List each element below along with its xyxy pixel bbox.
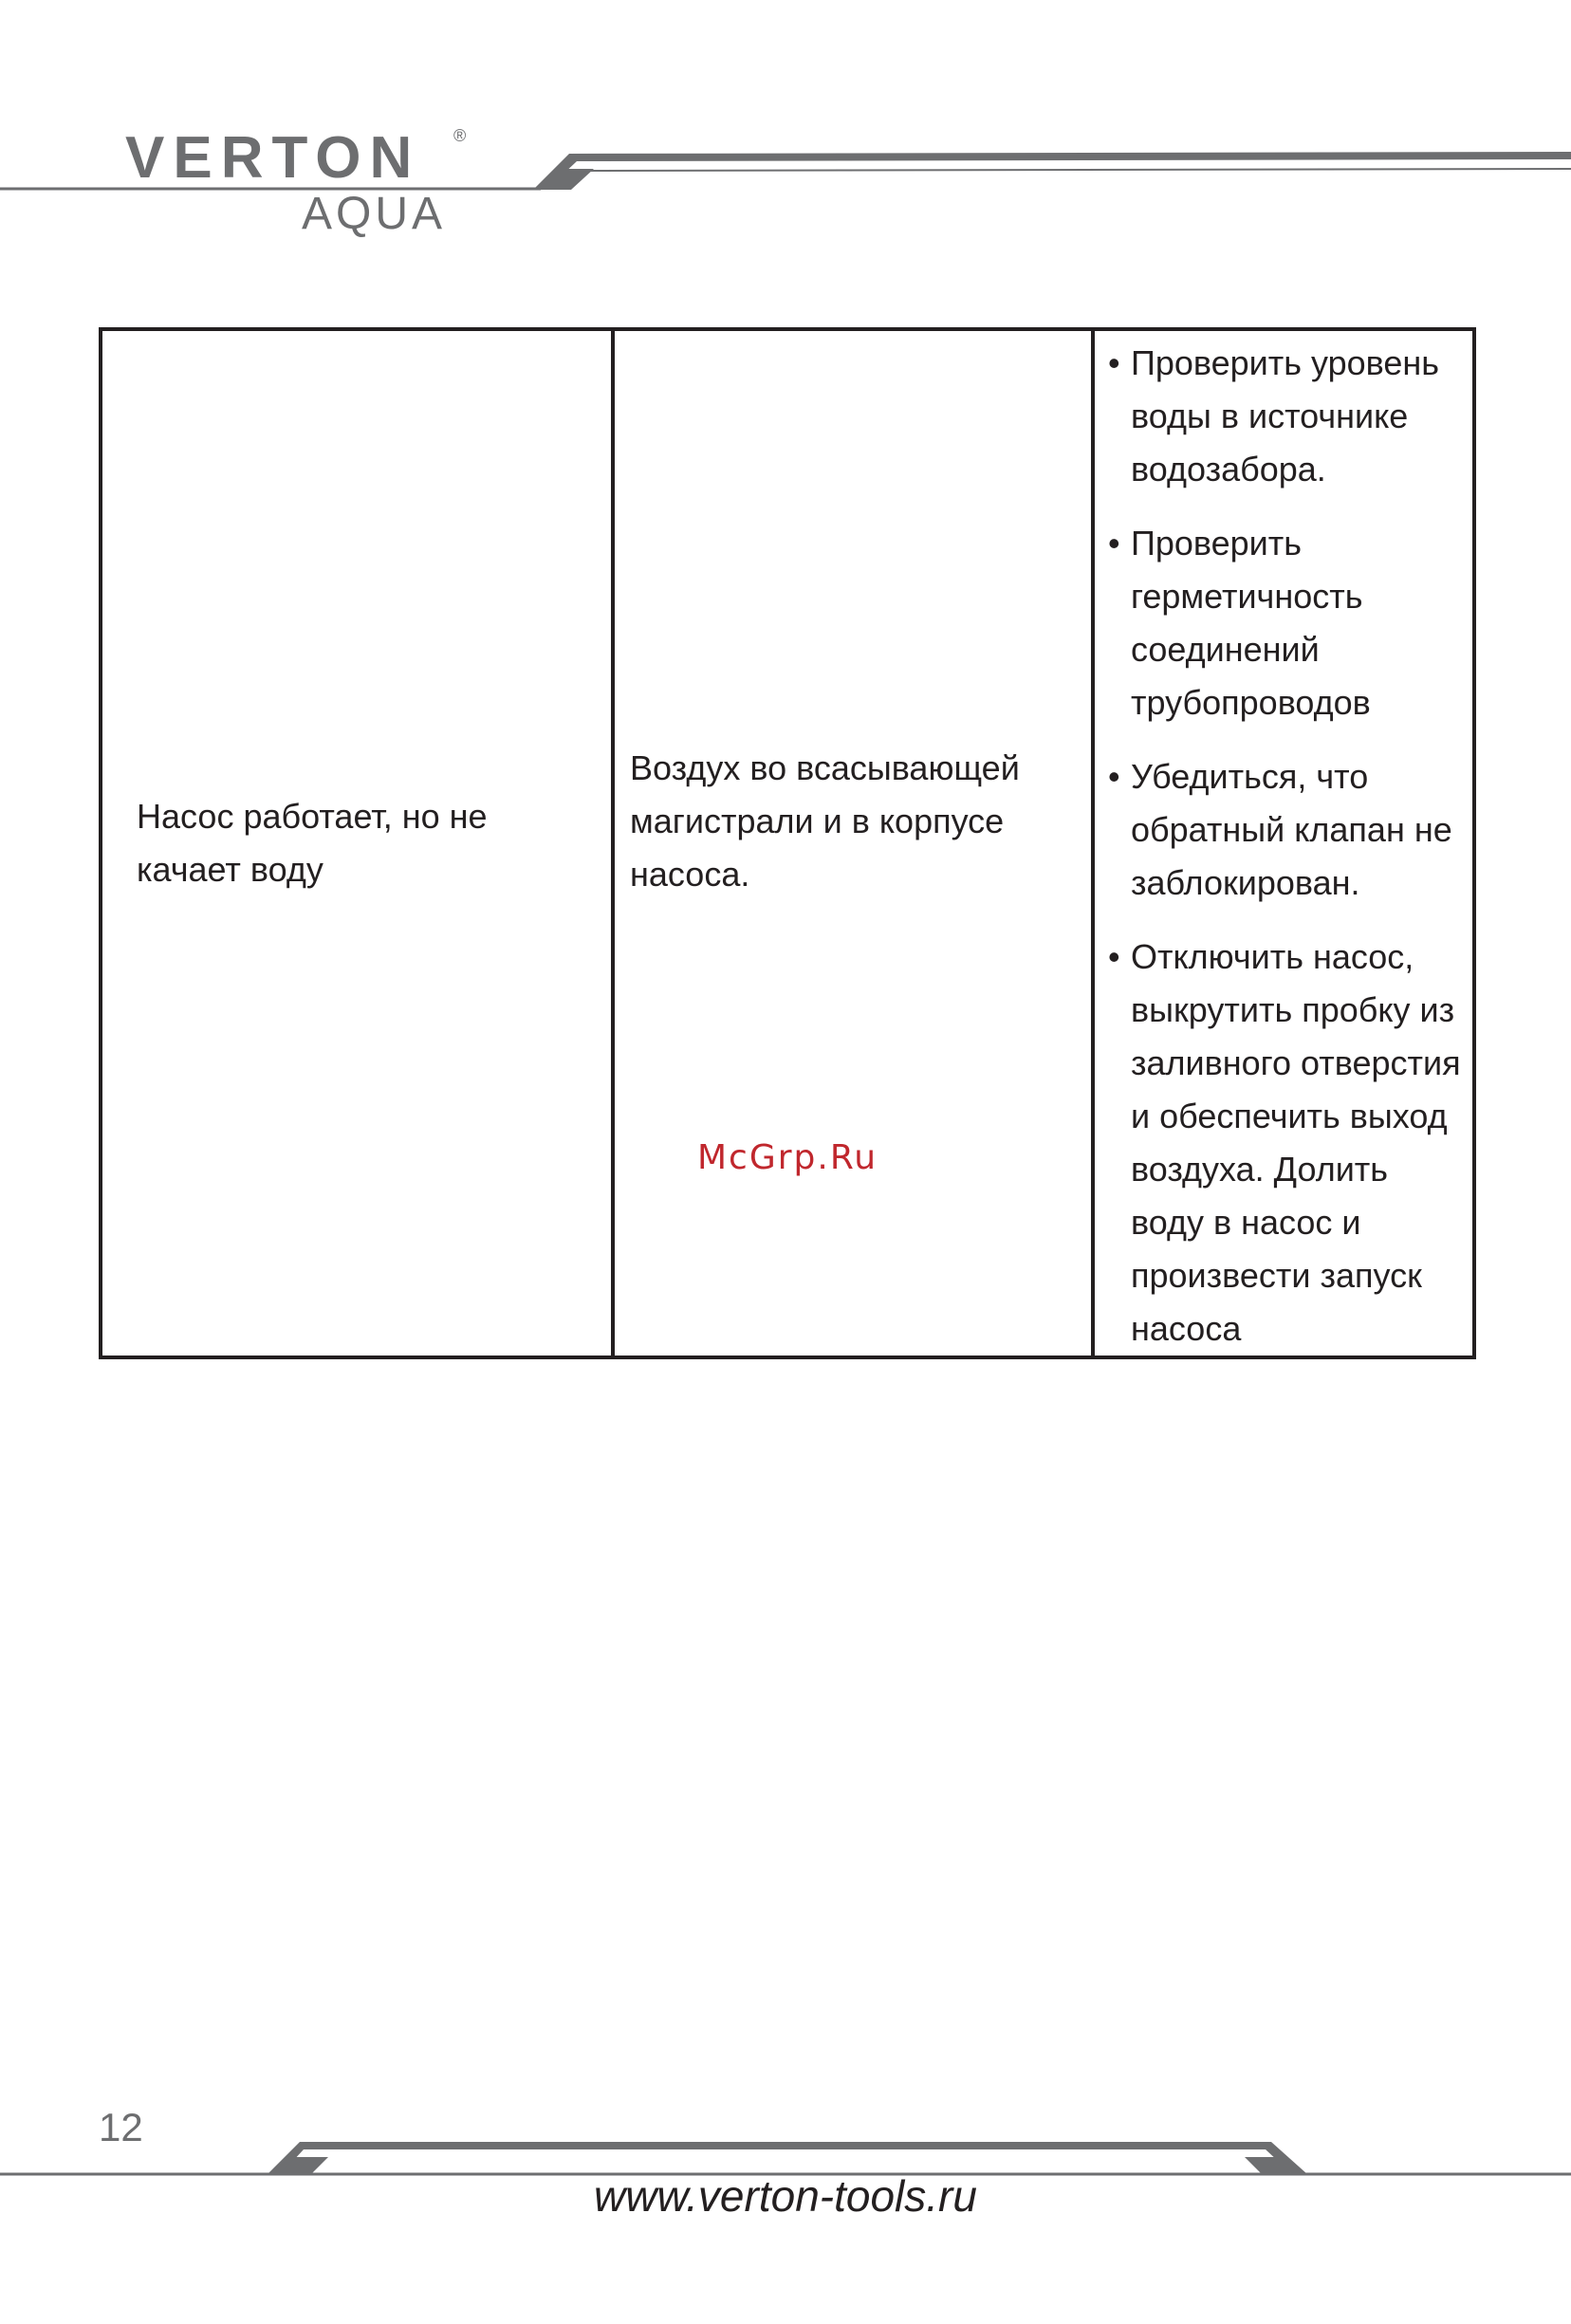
- brand-logo: VERTON: [125, 125, 421, 191]
- footer-url: www.verton-tools.ru: [594, 2171, 977, 2221]
- list-item: • Убедиться, что обратный клапан не заблокирован.: [1108, 750, 1461, 910]
- watermark: McGrp.Ru: [697, 1138, 878, 1177]
- registered-mark: ®: [453, 126, 467, 145]
- remedy-list: [1108, 337, 1461, 1356]
- list-item: • Отключить насос, выкрутить пробку из заливного отверстия и обеспечить выход воздуха. Долить воду в насос и произвести запуск насоса: [1108, 931, 1461, 1356]
- page-number: 12: [99, 2105, 143, 2149]
- brand-subline: AQUA: [302, 189, 447, 239]
- table-row: [101, 329, 1474, 1357]
- problem-cell: Насос работает, но не качает воду: [101, 329, 613, 1357]
- troubleshooting-table: [99, 327, 1476, 1359]
- remedy-cell: [1093, 329, 1474, 1357]
- cause-cell: Воздух во всасывающей магистрали и в корпусе насоса.: [613, 329, 1093, 1357]
- list-item: • Проверить герметичность соединений трубопроводов: [1108, 517, 1461, 729]
- list-item: • Проверить уровень воды в источнике водозабора.: [1108, 337, 1461, 496]
